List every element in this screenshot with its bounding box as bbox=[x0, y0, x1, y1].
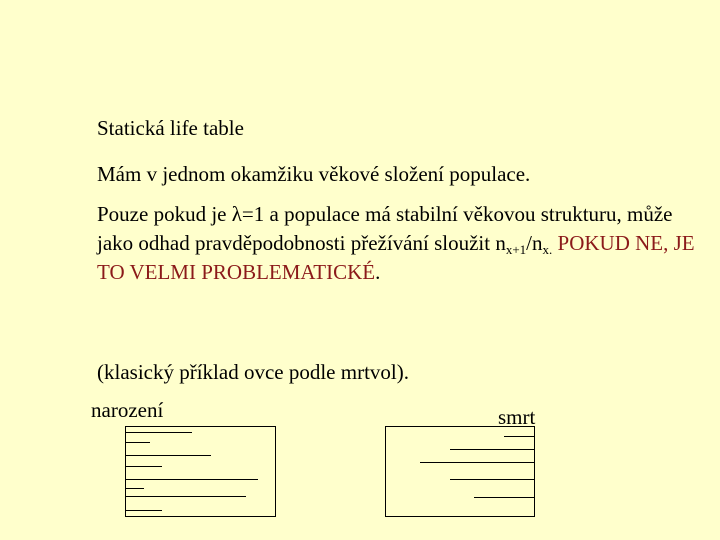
cohort-line bbox=[450, 479, 534, 480]
death-label: smrt bbox=[498, 405, 536, 429]
warning-text: POKUD NE, JE TO VELMI PROBLEMATICKÉ bbox=[97, 231, 695, 284]
text-part: /n bbox=[526, 231, 543, 255]
death-cohort-diagram bbox=[385, 426, 535, 517]
cohort-line bbox=[126, 496, 246, 497]
cohort-line bbox=[126, 510, 162, 511]
cohort-line bbox=[126, 488, 144, 489]
birth-label: narození bbox=[91, 398, 164, 422]
cohort-line bbox=[504, 436, 534, 437]
cohort-line bbox=[450, 449, 534, 450]
cohort-line bbox=[126, 479, 258, 480]
cohort-line bbox=[126, 442, 150, 443]
bullet-age-structure: Mám v jednom okamžiku věkové složení populace. bbox=[97, 162, 531, 186]
subscript: x. bbox=[542, 242, 553, 257]
lambda-symbol: λ bbox=[231, 202, 242, 226]
cohort-line bbox=[126, 432, 192, 433]
bullet-example: (klasický příklad ovce podle mrtvol). bbox=[97, 360, 409, 384]
cohort-line bbox=[420, 462, 534, 463]
slide-title: Statická life table bbox=[97, 116, 244, 140]
bullet-stable-structure bbox=[97, 200, 697, 287]
cohort-line bbox=[126, 455, 211, 456]
text-part: . bbox=[375, 260, 381, 284]
text-part: =1 a populace má stabilní věkovou strukturu, může jako odhad pravděpodobnosti přežívání sloužit n bbox=[97, 202, 673, 255]
cohort-line bbox=[126, 466, 162, 467]
text-part: Pouze pokud je bbox=[97, 202, 232, 226]
birth-cohort-diagram bbox=[125, 426, 276, 517]
cohort-line bbox=[474, 497, 534, 498]
subscript: x+1 bbox=[505, 242, 527, 257]
